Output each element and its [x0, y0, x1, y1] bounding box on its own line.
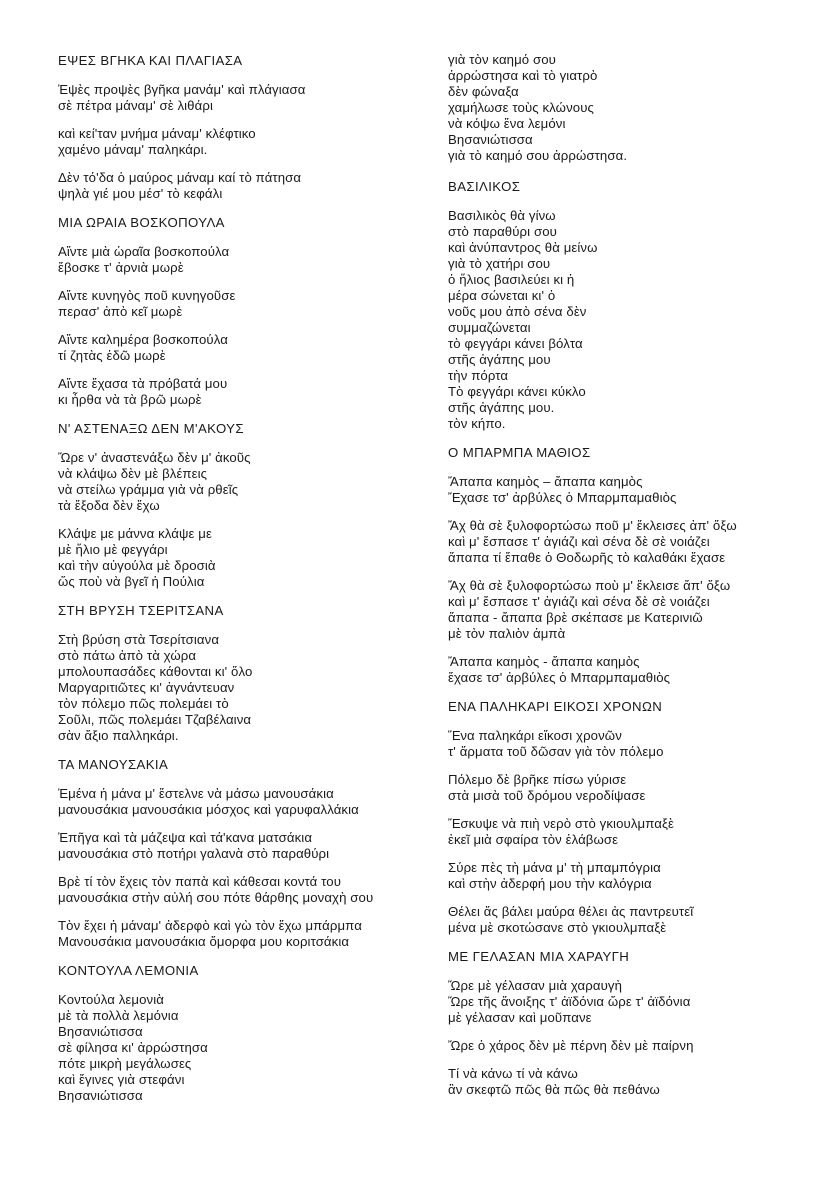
stanza — [448, 772, 828, 804]
lyric-line: Στὴ βρύση στὰ Τσερίτσιανα — [58, 632, 220, 647]
stanza — [58, 332, 438, 364]
stanza — [58, 918, 438, 950]
lyric-line: συμμαζώνεται — [448, 320, 531, 335]
lyric-line: Βασιλικὸς θὰ γίνω — [448, 208, 556, 223]
lyric-line: Βησανιώτισσα — [58, 1088, 143, 1103]
song-title: ΕΨΕΣ ΒΓΗΚΑ ΚΑΙ ΠΛΑΓΙΑΣΑ — [58, 53, 243, 68]
lyric-line: Αἴντε ἔχασα τὰ πρόβατά μου — [58, 376, 228, 391]
lyric-line: χαμένο μάναμ' παληκάρι. — [58, 142, 208, 157]
stanza — [448, 1038, 828, 1054]
lyric-line: τὰ ἔξοδα δὲν ἔχω — [58, 498, 160, 513]
stanza — [448, 52, 828, 164]
lyric-line: Ὤρε ν' ἀναστενάξω δὲν μ' ἀκοῦς — [58, 450, 251, 465]
lyric-line: δὲν φώναξα — [448, 84, 519, 99]
song-title: ΚΟΝΤΟΥΛΑ ΛΕΜΟΝΙΑ — [58, 963, 199, 978]
stanza — [448, 904, 828, 936]
lyric-line: στῆς ἀγάπης μου — [448, 352, 551, 367]
lyric-line: μὲ τὸν παλιὸν ἀμπὰ — [448, 626, 566, 641]
lyric-line: Τί νὰ κάνω τί νὰ κάνω — [448, 1066, 578, 1081]
lyric-line: ὥς ποὺ νὰ βγεῖ ἡ Πούλια — [58, 574, 205, 589]
lyric-line: καὶ ἔγινες γιὰ στεφάνι — [58, 1072, 185, 1087]
stanza — [448, 654, 828, 686]
lyric-line: νὰ στείλω γράμμα γιὰ νὰ ρθεῖς — [58, 482, 239, 497]
lyric-line: χαμήλωσε τοὺς κλώνους — [448, 100, 594, 115]
stanza — [448, 578, 828, 642]
lyric-line: τὸ φεγγάρι κάνει βόλτα — [448, 336, 583, 351]
lyric-line: μένα μὲ σκοτώσανε στὸ γκιουλμπαξὲ — [448, 920, 667, 935]
lyric-line: Σοῦλι, πῶς πολεμάει Τζαβέλαινα — [58, 712, 252, 727]
lyric-line: Ἐπῆγα καὶ τὰ μάζεψα καὶ τά'κανα ματσάκια — [58, 830, 313, 845]
lyric-line: νὰ κόψω ἕνα λεμόνι — [448, 116, 566, 131]
lyric-line: Ἄπαπα καημὸς - ἄπαπα καημὸς — [448, 654, 640, 669]
lyric-line: καὶ στὴν ἀδερφή μου τὴν καλόγρια — [448, 876, 652, 891]
lyric-line: Αἴντε κυνηγὸς ποῦ κυνηγοῦσε — [58, 288, 236, 303]
lyric-line: Κλάψε με μάννα κλάψε με — [58, 526, 212, 541]
lyric-line: τὴν πόρτα — [448, 368, 509, 383]
lyric-line: καὶ κεί'ταν μνήμα μάναμ' κλέφτικο — [58, 126, 256, 141]
lyric-line: τὸν κήπο. — [448, 416, 506, 431]
stanza — [58, 632, 438, 744]
song — [448, 178, 828, 432]
song-title: ΣΤΗ ΒΡΥΣΗ ΤΣΕΡΙΤΣΑΝΑ — [58, 603, 224, 618]
lyric-line: ἄπαπα τί ἔπαθε ὁ Θοδωρῆς τὸ καλαθάκι ἔχασε — [448, 550, 726, 565]
stanza — [58, 874, 438, 906]
lyric-line: ἀρρώστησα καὶ τὸ γιατρὸ — [448, 68, 598, 83]
lyric-line: τί ζητὰς ἐδῶ μωρὲ — [58, 348, 166, 363]
lyric-line: Ἐψὲς προψὲς βγῆκα μανάμ' καὶ πλάγιασα — [58, 82, 306, 97]
song — [448, 698, 828, 936]
lyric-line: στὸ παραθύρι σου — [448, 224, 557, 239]
song — [58, 52, 438, 202]
stanza — [448, 208, 828, 432]
lyric-line: καὶ ἀνύπαντρος θὰ μείνω — [448, 240, 598, 255]
lyric-line: σὲ πέτρα μάναμ' σὲ λιθάρι — [58, 98, 213, 113]
stanza — [58, 526, 438, 590]
stanza — [58, 786, 438, 818]
lyric-line: μανουσάκια στὴν αὐλή σου πότε θάρθης μοναχὴ σου — [58, 890, 374, 905]
lyric-line: Τὸν ἔχει ἡ μάναμ' ἀδερφὸ καὶ γὼ τὸν ἔχω μπάρμπα — [58, 918, 362, 933]
right-column — [448, 52, 828, 1110]
lyric-line: νοῦς μου ἀπὸ σένα δὲν — [448, 304, 587, 319]
lyric-line: Σύρε πὲς τὴ μάνα μ' τὴ μπαμπόγρια — [448, 860, 661, 875]
song — [58, 756, 438, 950]
stanza — [58, 288, 438, 320]
lyric-line: Βησανιώτισσα — [58, 1024, 143, 1039]
stanza — [448, 728, 828, 760]
lyric-line: περασ' ἀπὸ κεῖ μωρὲ — [58, 304, 183, 319]
song — [448, 948, 828, 1098]
stanza — [58, 830, 438, 862]
lyric-line: Αἴντε καλημέρα βοσκοπούλα — [58, 332, 228, 347]
lyric-line: καὶ μ' ἔσπασε τ' ἀγιάζι καὶ σένα δὲ σὲ νοιάζει — [448, 594, 710, 609]
lyric-line: Κοντούλα λεμονιὰ — [58, 992, 164, 1007]
lyric-line: Ἕνα παληκάρι εἴκοσι χρονῶν — [448, 728, 622, 743]
song — [448, 444, 828, 686]
stanza — [58, 82, 438, 114]
lyric-line: Δὲν τό'δα ὁ μαύρος μάναμ καί τὸ πάτησα — [58, 170, 302, 185]
lyric-line: Μανουσάκια μανουσάκια ὄμορφα μου κοριτσάκια — [58, 934, 350, 949]
lyric-line: μὲ γέλασαν καὶ μοῦπανε — [448, 1010, 592, 1025]
stanza — [58, 170, 438, 202]
stanza — [58, 126, 438, 158]
lyric-line: γιὰ τὸν καημό σου — [448, 52, 556, 67]
lyric-line: μέρα σώνεται κι' ὁ — [448, 288, 556, 303]
stanza — [448, 860, 828, 892]
lyric-line: στὸ πάτω ἀπὸ τὰ χώρα — [58, 648, 197, 663]
stanza — [58, 376, 438, 408]
song-continuation — [448, 52, 828, 164]
song — [58, 962, 438, 1104]
lyric-line: ὁ ἥλιος βασιλεύει κι ἡ — [448, 272, 575, 287]
stanza — [448, 816, 828, 848]
lyric-line: ἂν σκεφτῶ πῶς θὰ πῶς θὰ πεθάνω — [448, 1082, 660, 1097]
song-title: Ν' ΑΣΤΕΝΑΞΩ ΔΕΝ Μ'ΑΚΟΥΣ — [58, 421, 244, 436]
lyric-line: Ἄπαπα καημὸς – ἄπαπα καημὸς — [448, 474, 643, 489]
lyric-line: Ἄχ θὰ σὲ ξυλοφορτώσω ποὺ μ' ἔκλεισε ἄπ' ὄξω — [448, 578, 731, 593]
lyric-line: Ἐμένα ἡ μάνα μ' ἔστελνε νὰ μάσω μανουσάκια — [58, 786, 334, 801]
lyric-line: ἔχασε τσ' ἀρβύλες ὁ Μπαρμπαμαθιὸς — [448, 670, 671, 685]
lyric-line: καὶ τὴν αὐγούλα μὲ δροσιὰ — [58, 558, 216, 573]
lyric-line: γιὰ τὸ καημό σου ἀρρώστησα. — [448, 148, 628, 163]
lyric-line: μὲ ἥλιο μὲ φεγγάρι — [58, 542, 168, 557]
lyric-line: Ὤρε τῆς ἄνοιξης τ' ἀϊδόνια ὤρε τ' ἀϊδόνια — [448, 994, 691, 1009]
stanza — [58, 992, 438, 1104]
lyric-line: Βησανιώτισσα — [448, 132, 533, 147]
song — [58, 420, 438, 590]
stanza — [58, 244, 438, 276]
lyric-line: μανουσάκια μανουσάκια μόσχος καὶ γαρυφαλλάκια — [58, 802, 359, 817]
song — [58, 214, 438, 408]
lyric-line: σὰν ἄξιο παλληκάρι. — [58, 728, 179, 743]
lyric-line: Ἄχ θὰ σὲ ξυλοφορτώσω ποῦ μ' ἔκλεισες ἀπ' ὄξω — [448, 518, 737, 533]
lyric-line: Ὤρε ὁ χάρος δὲν μὲ πέρνη δὲν μὲ παίρνη — [448, 1038, 694, 1053]
song-title: ΜΕ ΓΕΛΑΣΑΝ ΜΙΑ ΧΑΡΑΥΓΗ — [448, 949, 630, 964]
lyric-line: Βρὲ τί τὸν ἔχεις τὸν παπὰ καὶ κάθεσαι κοντά του — [58, 874, 342, 889]
lyric-line: ἐκεῖ μιὰ σφαίρα τὸν ἐλάβωσε — [448, 832, 619, 847]
song-title: ΜΙΑ ΩΡΑΙΑ ΒΟΣΚΟΠΟΥΛΑ — [58, 215, 225, 230]
lyric-line: Αἴντε μιὰ ὡραῖα βοσκοπούλα — [58, 244, 230, 259]
song-title: Ο ΜΠΑΡΜΠΑ ΜΑΘΙΟΣ — [448, 445, 591, 460]
stanza — [448, 1066, 828, 1098]
song-title: ΤΑ ΜΑΝΟΥΣΑΚΙΑ — [58, 757, 169, 772]
lyric-line: Πόλεμο δὲ βρῆκε πίσω γύρισε — [448, 772, 627, 787]
lyric-line: καὶ μ' ἔσπασε τ' ἀγιάζι καὶ σένα δὲ σὲ νοιάζει — [448, 534, 710, 549]
lyric-line: στὰ μισὰ τοῦ δρόμου νεροδίψασε — [448, 788, 646, 803]
stanza — [448, 978, 828, 1026]
lyric-line: σὲ φίλησα κι' ἀρρώστησα — [58, 1040, 208, 1055]
stanza — [58, 450, 438, 514]
lyric-line: μανουσάκια στὸ ποτήρι γαλανὰ στὸ παραθύρι — [58, 846, 330, 861]
lyric-line: τ' ἅρματα τοῦ δῶσαν γιὰ τὸν πόλεμο — [448, 744, 664, 759]
left-column — [58, 52, 438, 1116]
stanza — [448, 474, 828, 506]
lyric-line: Τὸ φεγγάρι κάνει κύκλο — [448, 384, 586, 399]
lyric-line: μπολουπασάδες κάθονται κι' ὅλο — [58, 664, 253, 679]
lyric-line: Ἔσκυψε νὰ πιὴ νερὸ στὸ γκιουλμπαξὲ — [448, 816, 674, 831]
lyric-line: Ἔχασε τσ' ἀρβύλες ὁ Μπαρμπαμαθιὸς — [448, 490, 677, 505]
lyric-line: τὸν πόλεμο πῶς πολεμάει τὸ — [58, 696, 229, 711]
lyric-line: νὰ κλάψω δὲν μὲ βλέπεις — [58, 466, 208, 481]
song — [58, 602, 438, 744]
lyric-line: κι ἦρθα νὰ τὰ βρῶ μωρὲ — [58, 392, 202, 407]
lyric-line: πότε μικρὴ μεγάλωσες — [58, 1056, 192, 1071]
lyric-line: μὲ τὰ πολλὰ λεμόνια — [58, 1008, 179, 1023]
lyric-line: Ὤρε μὲ γέλασαν μιὰ χαραυγὴ — [448, 978, 623, 993]
lyric-line: Θέλει ἄς βάλει μαύρα θέλει ἀς παντρευτεῖ — [448, 904, 694, 919]
lyric-line: Μαργαριτιῶτες κι' ἀγνάντευαν — [58, 680, 235, 695]
lyric-line: γιὰ τὸ χατήρι σου — [448, 256, 551, 271]
lyric-line: ἄπαπα - ἄπαπα βρὲ σκέπασε με Κατερινιῶ — [448, 610, 703, 625]
stanza — [448, 518, 828, 566]
lyric-line: ψηλὰ γιέ μου μέσ' τὸ κεφάλι — [58, 186, 223, 201]
song-title: ΕΝΑ ΠΑΛΗΚΑΡΙ ΕΙΚΟΣΙ ΧΡΟΝΩΝ — [448, 699, 663, 714]
lyric-line: ἔβοσκε τ' ἀρνιὰ μωρὲ — [58, 260, 184, 275]
song-title: ΒΑΣΙΛΙΚΟΣ — [448, 179, 521, 194]
lyric-line: στῆς ἀγάπης μου. — [448, 400, 555, 415]
